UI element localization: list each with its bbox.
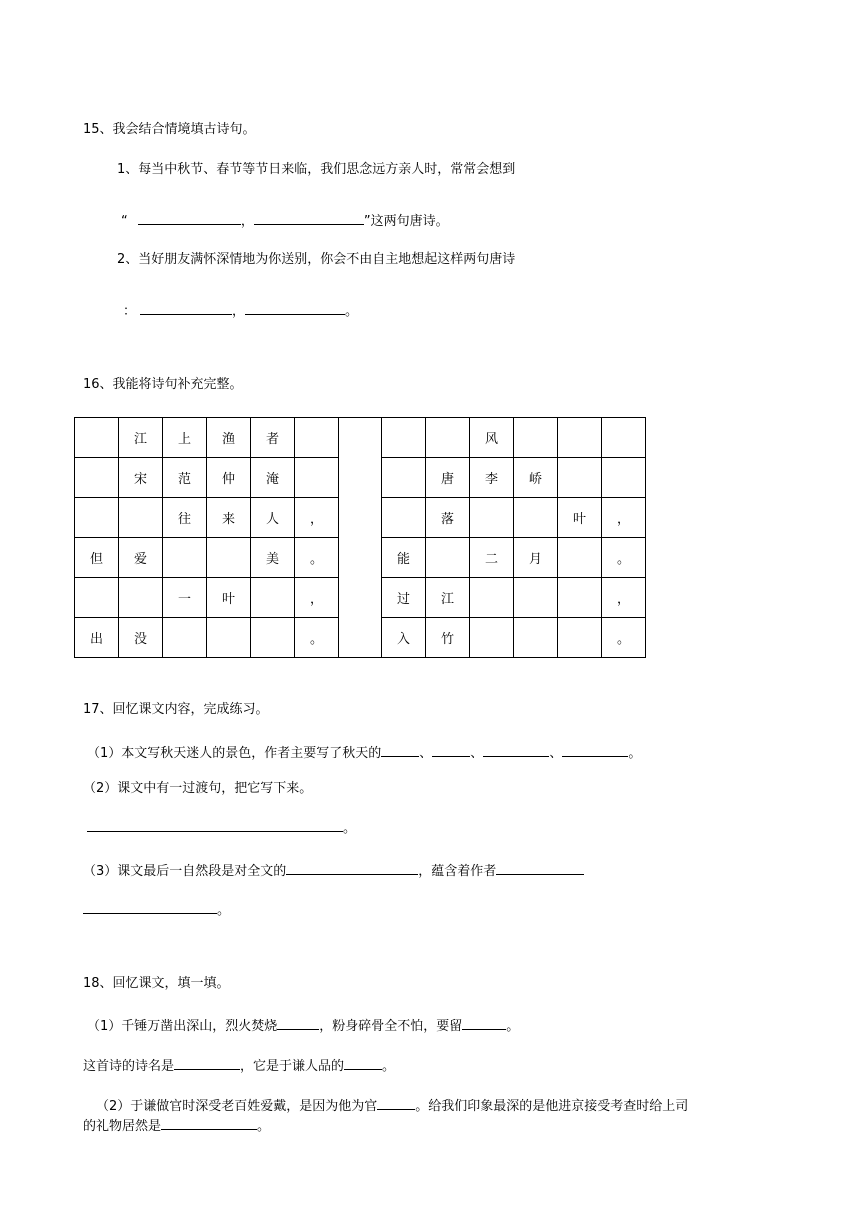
grid-cell-right[interactable] bbox=[558, 538, 602, 578]
grid-cell-right[interactable] bbox=[426, 418, 470, 458]
comma: ， bbox=[240, 214, 254, 229]
answer-blank[interactable] bbox=[83, 900, 217, 914]
close-text: ”这两句唐诗。 bbox=[363, 214, 449, 229]
grid-cell-right[interactable] bbox=[514, 578, 558, 618]
grid-cell-left[interactable] bbox=[75, 498, 119, 538]
q15-item2-answer-line bbox=[123, 301, 358, 321]
q18-p1-b: ，粉身碎骨全不怕，要留 bbox=[319, 1019, 463, 1034]
q18-p1-line2-b: ，它是于谦人品的 bbox=[240, 1059, 345, 1074]
q18-p2-a: （2）于谦做官时深受老百姓爱戴，是因为他为官 bbox=[96, 1099, 378, 1114]
grid-cell-left[interactable] bbox=[75, 458, 119, 498]
grid-cell-left: 者 bbox=[251, 418, 295, 458]
grid-cell-right: 叶 bbox=[558, 498, 602, 538]
grid-cell-right[interactable] bbox=[558, 618, 602, 658]
grid-cell-right[interactable] bbox=[558, 578, 602, 618]
q18-p1 bbox=[87, 1016, 519, 1036]
answer-blank[interactable] bbox=[174, 1056, 240, 1070]
grid-cell-right[interactable] bbox=[470, 498, 514, 538]
grid-cell-left[interactable] bbox=[163, 618, 207, 658]
grid-cell-right[interactable] bbox=[470, 618, 514, 658]
grid-cell-right[interactable] bbox=[514, 618, 558, 658]
grid-cell-left: 渔 bbox=[207, 418, 251, 458]
sep: 、 bbox=[419, 746, 433, 761]
grid-cell-left: 淹 bbox=[251, 458, 295, 498]
grid-cell-left: ， bbox=[295, 578, 339, 618]
period: 。 bbox=[217, 903, 231, 918]
grid-cell-right: 落 bbox=[426, 498, 470, 538]
grid-cell-left: 人 bbox=[251, 498, 295, 538]
grid-cell-right[interactable] bbox=[558, 418, 602, 458]
answer-blank[interactable] bbox=[138, 211, 241, 225]
answer-blank[interactable] bbox=[87, 818, 343, 832]
grid-cell-left[interactable] bbox=[251, 578, 295, 618]
answer-blank[interactable] bbox=[381, 743, 419, 757]
grid-cell-left: 美 bbox=[251, 538, 295, 578]
sep: 、 bbox=[470, 746, 484, 761]
q18-p2-line2 bbox=[83, 1116, 270, 1136]
grid-cell-left[interactable] bbox=[75, 578, 119, 618]
grid-cell-left: 宋 bbox=[119, 458, 163, 498]
grid-divider bbox=[339, 538, 382, 578]
q17-p3-mid: ，蕴含着作者 bbox=[418, 864, 497, 879]
grid-cell-right: 二 bbox=[470, 538, 514, 578]
q18-p1-line2 bbox=[83, 1056, 395, 1076]
grid-row bbox=[75, 458, 646, 498]
period: 。 bbox=[506, 1019, 520, 1034]
q17-title: 17、回忆课文内容，完成练习。 bbox=[83, 702, 269, 717]
grid-cell-right: ， bbox=[602, 498, 646, 538]
grid-cell-left: 但 bbox=[75, 538, 119, 578]
q17-p1 bbox=[87, 743, 641, 763]
q17-p2-answer-line bbox=[87, 818, 356, 838]
grid-cell-left: 。 bbox=[295, 618, 339, 658]
grid-cell-left: 往 bbox=[163, 498, 207, 538]
grid-divider bbox=[339, 458, 382, 498]
grid-cell-right: 风 bbox=[470, 418, 514, 458]
grid-cell-right[interactable] bbox=[382, 458, 426, 498]
grid-cell-left[interactable] bbox=[119, 498, 163, 538]
grid-row bbox=[75, 578, 646, 618]
grid-cell-left[interactable] bbox=[75, 418, 119, 458]
grid-divider bbox=[339, 618, 382, 658]
grid-cell-right[interactable] bbox=[382, 418, 426, 458]
grid-cell-left[interactable] bbox=[251, 618, 295, 658]
q18-p2-b: 。给我们印象最深的是他进京接受考查时给上司 bbox=[415, 1099, 689, 1114]
grid-row bbox=[75, 498, 646, 538]
answer-blank[interactable] bbox=[432, 743, 470, 757]
q15-item2-text: 2、当好朋友满怀深情地为你送别，你会不由自主地想起这样两句唐诗 bbox=[117, 252, 516, 267]
grid-divider bbox=[339, 578, 382, 618]
answer-blank[interactable] bbox=[245, 301, 345, 315]
answer-blank[interactable] bbox=[377, 1096, 415, 1110]
grid-cell-right[interactable] bbox=[426, 538, 470, 578]
grid-cell-left: 叶 bbox=[207, 578, 251, 618]
answer-blank[interactable] bbox=[254, 211, 364, 225]
q18-p2-line2-text: 的礼物居然是 bbox=[83, 1119, 162, 1134]
grid-cell-left: 上 bbox=[163, 418, 207, 458]
grid-cell-right: 能 bbox=[382, 538, 426, 578]
answer-blank[interactable] bbox=[286, 861, 418, 875]
grid-cell-left[interactable] bbox=[207, 538, 251, 578]
grid-cell-right: 李 bbox=[470, 458, 514, 498]
q17-p2-text: （2）课文中有一过渡句，把它写下来。 bbox=[83, 781, 313, 796]
answer-blank[interactable] bbox=[344, 1056, 382, 1070]
period: 。 bbox=[382, 1059, 396, 1074]
q18-p2 bbox=[96, 1096, 688, 1116]
q15-title: 15、我会结合情境填古诗句。 bbox=[83, 122, 256, 137]
grid-row bbox=[75, 418, 646, 458]
comma: ， bbox=[232, 304, 246, 319]
q18-p1-line2-a: 这首诗的诗名是 bbox=[83, 1059, 175, 1074]
grid-cell-right: 入 bbox=[382, 618, 426, 658]
grid-cell-right: 月 bbox=[514, 538, 558, 578]
answer-blank[interactable] bbox=[161, 1116, 257, 1130]
period: 。 bbox=[345, 304, 359, 319]
grid-cell-right[interactable] bbox=[514, 498, 558, 538]
colon: ： bbox=[123, 304, 137, 319]
grid-row bbox=[75, 538, 646, 578]
grid-cell-right[interactable] bbox=[514, 418, 558, 458]
answer-blank[interactable] bbox=[496, 861, 584, 875]
grid-cell-right: 过 bbox=[382, 578, 426, 618]
grid-divider bbox=[339, 498, 382, 538]
answer-blank[interactable] bbox=[483, 743, 549, 757]
grid-cell-right: 唐 bbox=[426, 458, 470, 498]
grid-cell-left: 江 bbox=[119, 418, 163, 458]
q18-p1-a: （1）千锤万凿出深山，烈火焚烧 bbox=[87, 1019, 278, 1034]
q17-p1-text: （1）本文写秋天迷人的景色，作者主要写了秋天的 bbox=[87, 746, 382, 761]
grid-cell-left: 仲 bbox=[207, 458, 251, 498]
answer-blank[interactable] bbox=[462, 1016, 506, 1030]
sep: 、 bbox=[549, 746, 563, 761]
period: 。 bbox=[343, 821, 357, 836]
grid-cell-right[interactable] bbox=[602, 458, 646, 498]
grid-cell-right: 峤 bbox=[514, 458, 558, 498]
grid-cell-right: 。 bbox=[602, 538, 646, 578]
grid-cell-right: ， bbox=[602, 578, 646, 618]
grid-cell-right[interactable] bbox=[558, 458, 602, 498]
grid-cell-left[interactable] bbox=[295, 458, 339, 498]
grid-divider bbox=[339, 418, 382, 458]
q16-title: 16、我能将诗句补充完整。 bbox=[83, 377, 243, 392]
grid-cell-right[interactable] bbox=[602, 418, 646, 458]
q17-p3-line2 bbox=[83, 900, 230, 920]
grid-cell-left: 来 bbox=[207, 498, 251, 538]
q15-item1-text: 1、每当中秋节、春节等节日来临，我们思念远方亲人时，常常会想到 bbox=[117, 162, 516, 177]
grid-cell-left[interactable] bbox=[119, 578, 163, 618]
period: 。 bbox=[628, 746, 642, 761]
grid-cell-left[interactable] bbox=[163, 538, 207, 578]
q15-item1-answer-line bbox=[121, 211, 449, 231]
poem-grid bbox=[74, 417, 646, 658]
grid-cell-left: 一 bbox=[163, 578, 207, 618]
grid-cell-right: 江 bbox=[426, 578, 470, 618]
grid-cell-left: 没 bbox=[119, 618, 163, 658]
grid-cell-right[interactable] bbox=[470, 578, 514, 618]
open-quote: “ bbox=[121, 214, 128, 229]
grid-cell-left: 爱 bbox=[119, 538, 163, 578]
grid-cell-right: 竹 bbox=[426, 618, 470, 658]
grid-cell-left[interactable] bbox=[295, 418, 339, 458]
answer-blank[interactable] bbox=[277, 1016, 319, 1030]
grid-cell-right: 。 bbox=[602, 618, 646, 658]
q17-p3 bbox=[83, 861, 584, 881]
grid-cell-left[interactable] bbox=[207, 618, 251, 658]
grid-cell-left: 出 bbox=[75, 618, 119, 658]
period: 。 bbox=[257, 1119, 271, 1134]
grid-cell-left: 范 bbox=[163, 458, 207, 498]
grid-cell-right[interactable] bbox=[382, 498, 426, 538]
q17-p3-text: （3）课文最后一自然段是对全文的 bbox=[83, 864, 287, 879]
grid-cell-left: ， bbox=[295, 498, 339, 538]
answer-blank[interactable] bbox=[140, 301, 232, 315]
answer-blank[interactable] bbox=[562, 743, 628, 757]
grid-row bbox=[75, 618, 646, 658]
q18-title: 18、回忆课文，填一填。 bbox=[83, 976, 230, 991]
grid-cell-left: 。 bbox=[295, 538, 339, 578]
